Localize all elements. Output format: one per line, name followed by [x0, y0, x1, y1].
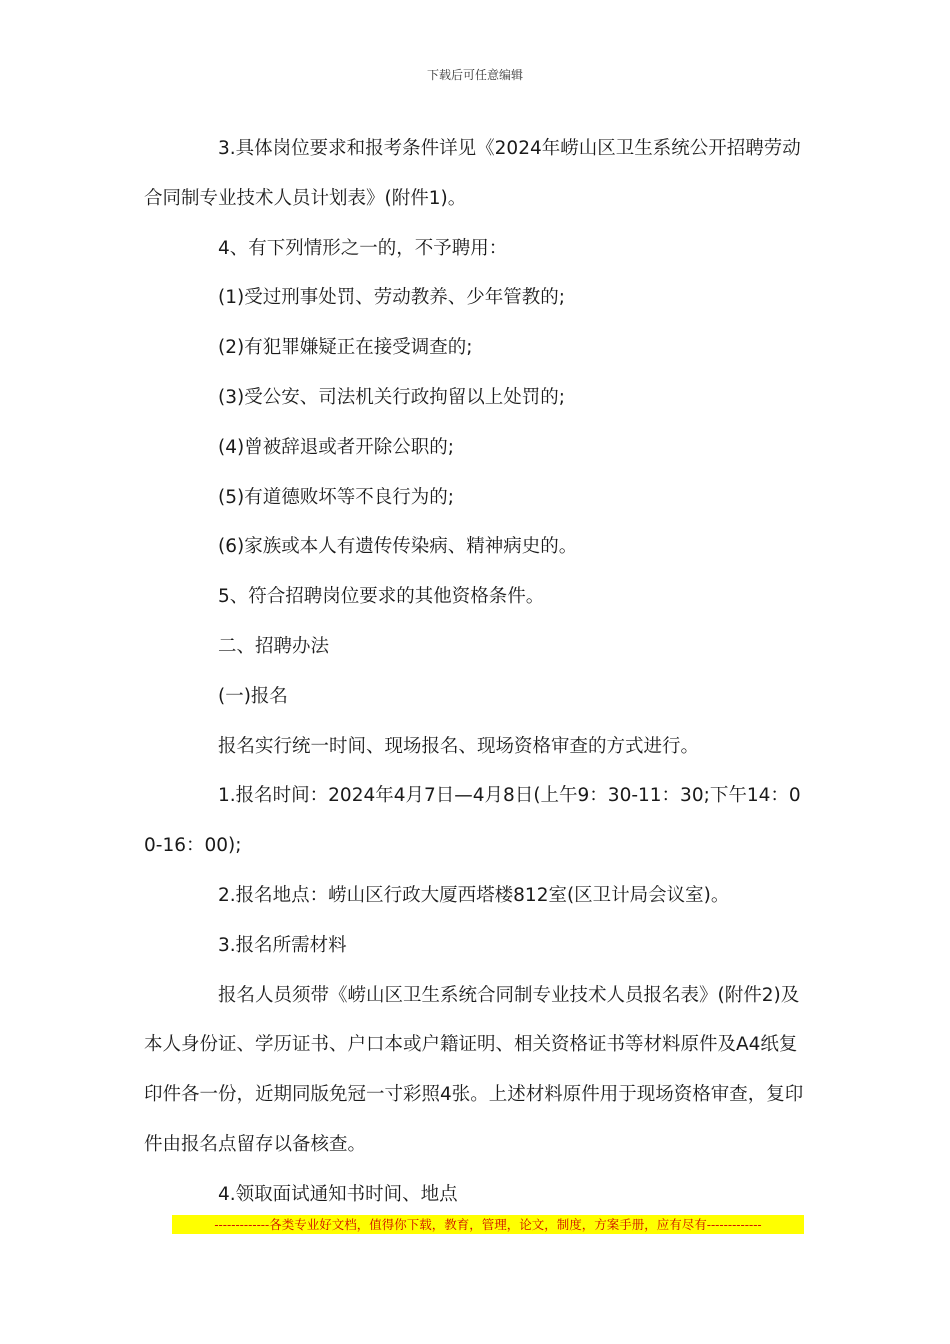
paragraph-registration-time: 1.报名时间：2024年4月7日—4月8日(上午9：30-11：30;下午14：00-16：00);	[144, 785, 801, 857]
section-heading-recruitment-method: 二、招聘办法	[218, 635, 330, 657]
document-body	[144, 124, 806, 1220]
paragraph-interview-notice: 4.领取面试通知书时间、地点	[218, 1183, 458, 1205]
paragraph-position-requirements: 3.具体岗位要求和报考条件详见《2024年崂山区卫生系统公开招聘劳动合同制专业技术人员计划表》(附件1)。	[144, 138, 801, 209]
page-header-note: 下载后可任意编辑	[426, 68, 523, 82]
paragraph-disqualification-6: (6)家族或本人有遗传传染病、精神病史的。	[218, 536, 578, 558]
paragraph-disqualification-1: (1)受过刑事处罚、劳动教养、少年管教的;	[218, 287, 565, 309]
paragraph-disqualification-4: (4)曾被辞退或者开除公职的;	[218, 436, 454, 458]
paragraph-required-materials-heading: 3.报名所需材料	[218, 934, 347, 956]
paragraph-registration-location: 2.报名地点：崂山区行政大厦西塔楼812室(区卫计局会议室)。	[218, 884, 730, 906]
paragraph-required-materials: 报名人员须带《崂山区卫生系统合同制专业技术人员报名表》(附件2)及本人身份证、学历证书、户口本或户籍证明、相关资格证书等材料原件及A4纸复印件各一份，近期同版免冠一寸彩照4张。上述材料原件用于现场资格审查，复印件由报名点留存以备核查。	[144, 984, 804, 1155]
paragraph-other-conditions: 5、符合招聘岗位要求的其他资格条件。	[218, 586, 545, 608]
footer-promo-banner: -------------各类专业好文档，值得你下载，教育，管理，论文，制度，方案手册，应有尽有-------------	[172, 1215, 804, 1234]
paragraph-disqualification-3: (3)受公安、司法机关行政拘留以上处罚的;	[218, 386, 565, 408]
paragraph-disqualification-5: (5)有道德败坏等不良行为的;	[218, 486, 454, 508]
subsection-heading-registration: (一)报名	[218, 685, 288, 707]
paragraph-disqualification-2: (2)有犯罪嫌疑正在接受调查的;	[218, 337, 473, 359]
paragraph-disqualification-intro: 4、有下列情形之一的，不予聘用：	[218, 237, 508, 259]
paragraph-registration-method: 报名实行统一时间、现场报名、现场资格审查的方式进行。	[218, 735, 700, 757]
